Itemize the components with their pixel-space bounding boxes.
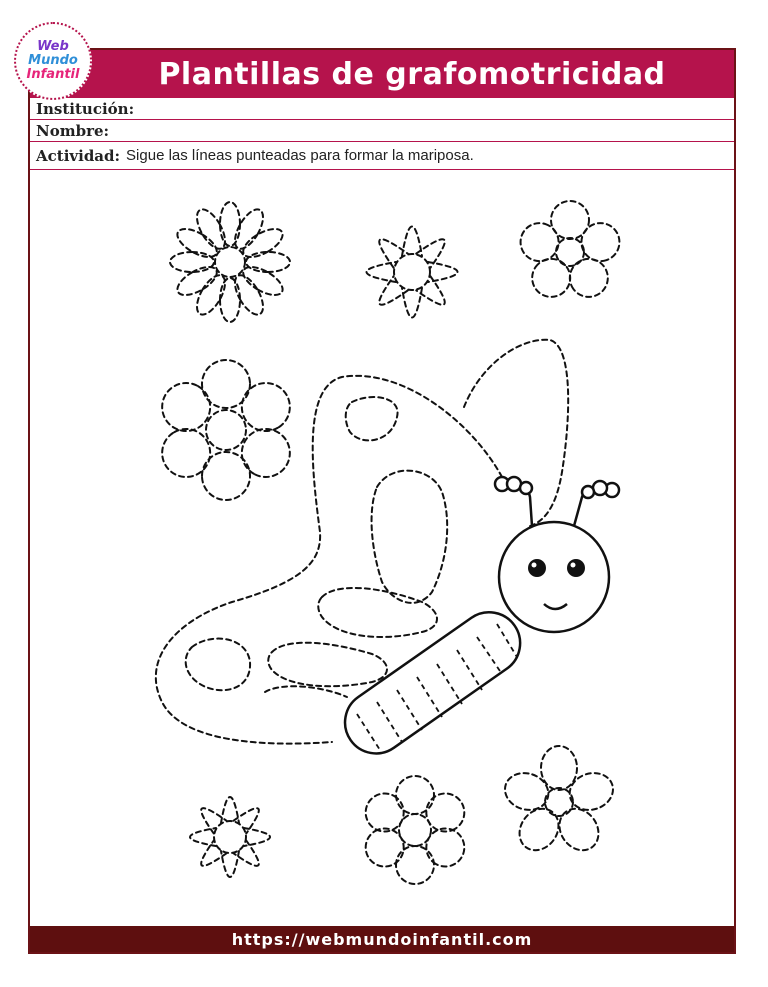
- flower-round-bottom-center-icon: [359, 776, 472, 884]
- logo-line-3: Infantil: [26, 67, 80, 82]
- tracing-artwork: [30, 50, 734, 952]
- flower-daisy-top-left-icon: [170, 202, 290, 322]
- activity-instruction: Sigue las líneas punteadas para formar la mariposa.: [126, 147, 474, 164]
- page-title: Plantillas de grafomotricidad: [158, 56, 666, 92]
- flower-star-top-center-icon: [367, 227, 458, 318]
- worksheet: [28, 48, 736, 954]
- website-link[interactable]: https://webmundoinfantil.com: [231, 929, 533, 949]
- footer-url: [30, 926, 734, 952]
- flower-round-bottom-right-icon: [500, 746, 618, 858]
- butterfly-body-icon: [333, 477, 619, 766]
- butterfly-wings-icon: [156, 340, 568, 744]
- flower-star-bottom-left-icon: [190, 797, 270, 877]
- flower-round-middle-left-icon: [153, 360, 298, 500]
- activity-label: Actividad:: [36, 146, 121, 165]
- logo-line-1: Web: [37, 39, 69, 54]
- institution-label: Institución:: [36, 99, 135, 118]
- logo-line-2: Mundo: [28, 53, 78, 68]
- flower-round-top-right-icon: [516, 201, 625, 304]
- name-label: Nombre:: [36, 121, 110, 140]
- web-mundo-infantil-logo: [14, 22, 92, 100]
